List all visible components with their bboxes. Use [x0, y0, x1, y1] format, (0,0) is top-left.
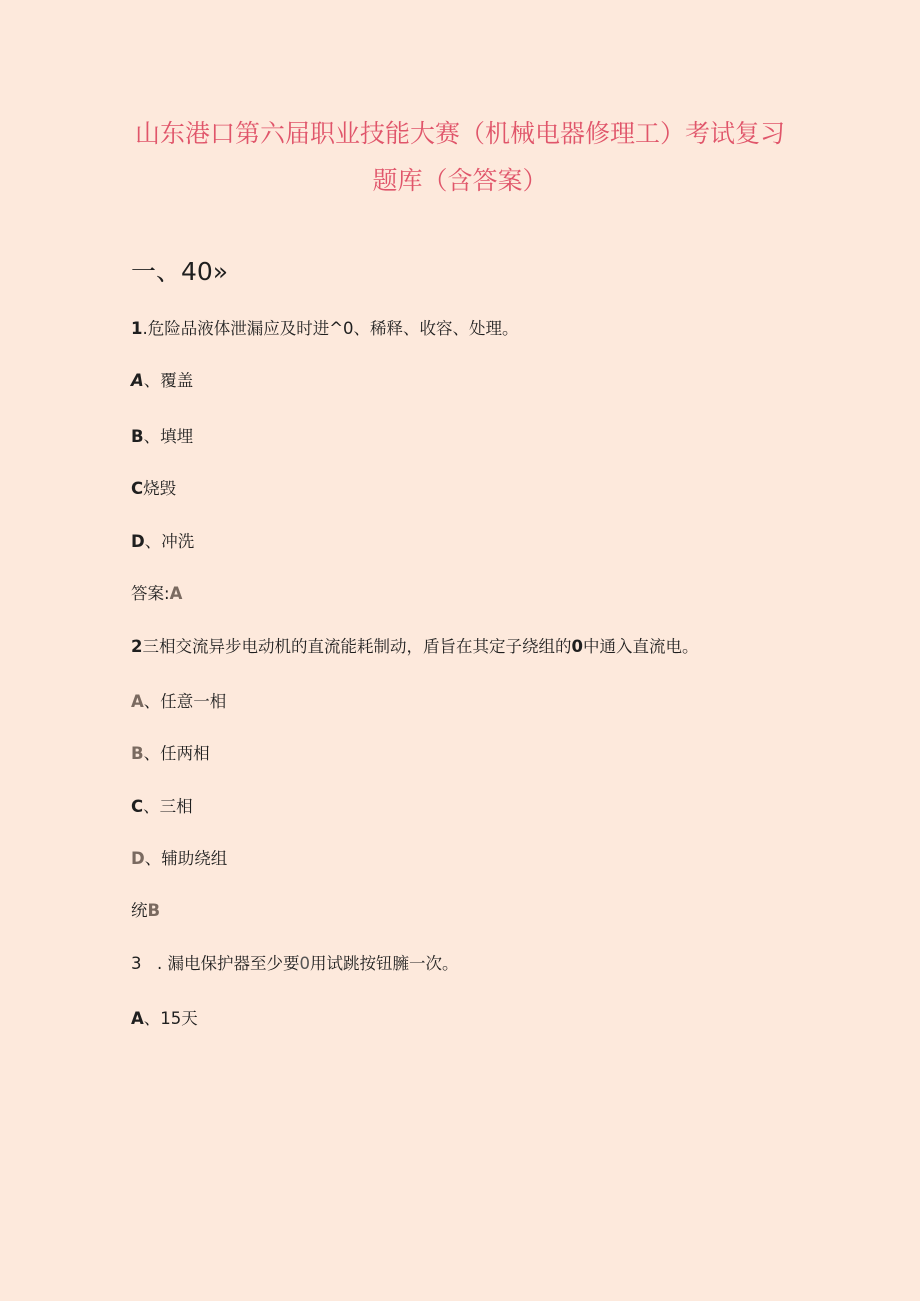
option-text: 、任意一相 [143, 692, 227, 711]
option-letter: A [131, 1009, 144, 1028]
document-title-line2: 题库（含答案） [372, 166, 548, 195]
question-1-option-c [131, 475, 176, 499]
option-text: 、冲洗 [144, 532, 195, 551]
question-2-option-b [131, 740, 210, 764]
option-letter: A [131, 692, 144, 711]
question-2-option-c [131, 793, 193, 817]
section-heading: 一、40» [131, 257, 229, 286]
question-2-number: 2 [131, 637, 143, 656]
answer-value: A [169, 584, 183, 603]
option-text: 、覆盖 [143, 371, 194, 390]
option-letter: C [131, 479, 144, 498]
option-letter: D [131, 849, 145, 868]
option-letter: B [131, 744, 144, 763]
question-1-text: .危险品液体泄漏应及时进^0、稀释、收容、处理。 [142, 319, 519, 338]
question-1-option-d [131, 528, 194, 552]
option-text: 、三相 [143, 797, 193, 816]
question-3-stem [131, 950, 459, 974]
option-letter: C [131, 797, 144, 816]
question-2-blank: 0 [571, 637, 583, 656]
option-text: 、15天 [143, 1009, 198, 1028]
question-1-answer [131, 580, 182, 604]
question-1-option-b [131, 423, 193, 447]
question-2-text: 三相交流异步电动机的直流能耗制动，盾旨在其定子绕组的 [142, 637, 572, 656]
option-letter: B [131, 427, 144, 446]
question-3-option-a [131, 1005, 198, 1029]
option-letter: A [131, 371, 144, 390]
question-1-number: 1 [131, 319, 143, 338]
question-3-tail: 用试跳按钮臃一次。 [310, 954, 459, 973]
question-2-option-d [131, 845, 227, 869]
option-text: 烧毁 [143, 479, 177, 498]
question-2-answer [131, 897, 160, 921]
answer-label: 答案: [131, 584, 170, 603]
question-2-option-a [131, 688, 226, 712]
option-letter: D [131, 532, 145, 551]
question-3-text: . 漏电保护器至少要 [157, 954, 300, 973]
answer-label: 统 [131, 901, 148, 920]
question-2-stem [131, 633, 698, 657]
option-text: 、任两相 [143, 744, 210, 763]
document-title-line1: 山东港口第六届职业技能大赛（机械电器修理工）考试复习 [134, 119, 785, 148]
question-1-option-a [131, 367, 193, 391]
answer-value: B [147, 901, 161, 920]
question-2-tail: 中通入直流电。 [582, 637, 699, 656]
question-1-stem [131, 315, 519, 339]
option-text: 、填埋 [143, 427, 194, 446]
option-text: 、辅助绕组 [144, 849, 228, 868]
question-3-blank: 0 [299, 954, 310, 973]
question-3-number: 3 [131, 954, 142, 973]
